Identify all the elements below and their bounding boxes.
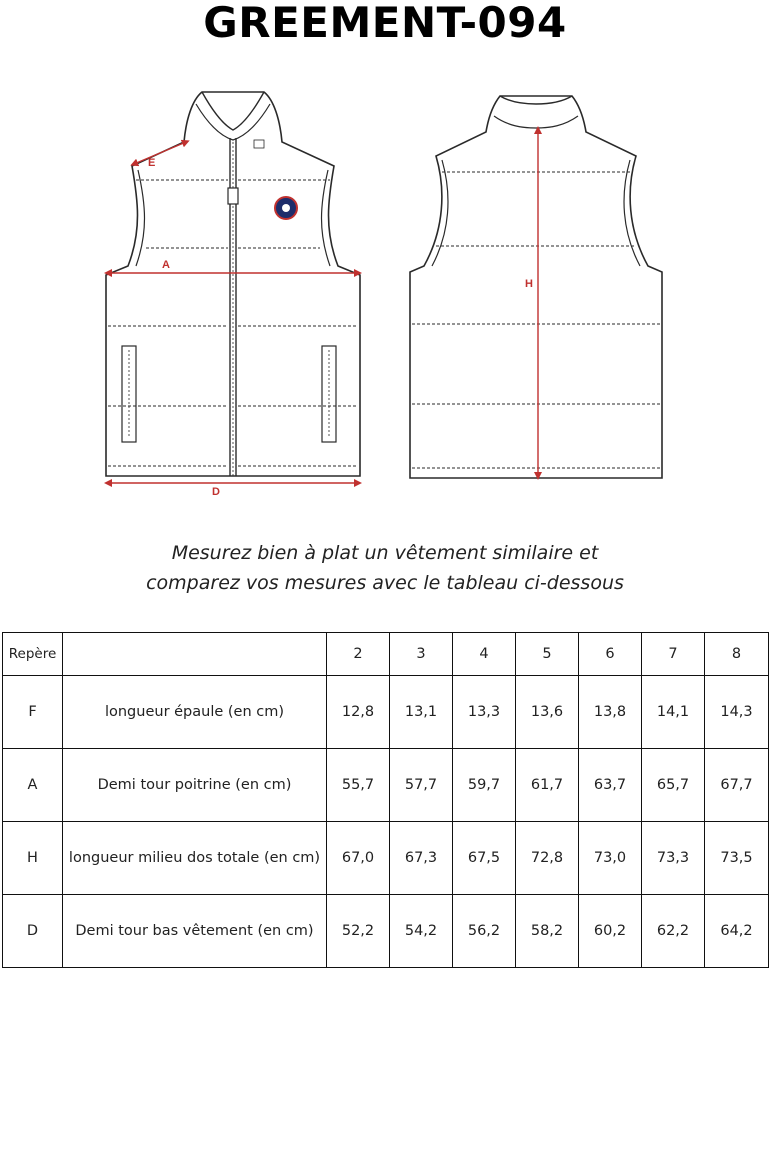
- header-size: 8: [705, 633, 769, 676]
- label-e: E: [148, 157, 156, 169]
- table-header-row: [3, 633, 769, 676]
- size-chart-table: [2, 632, 769, 968]
- vest-technical-drawing: [90, 80, 690, 500]
- row-code: H: [3, 822, 63, 895]
- row-value: 14,1: [642, 676, 705, 749]
- header-description: [63, 633, 327, 676]
- row-value: 63,7: [579, 749, 642, 822]
- row-label: Demi tour bas vêtement (en cm): [63, 895, 327, 968]
- row-label: Demi tour poitrine (en cm): [63, 749, 327, 822]
- back-body-outline: [410, 96, 662, 478]
- back-view: [410, 96, 662, 478]
- row-value: 62,2: [642, 895, 705, 968]
- header-size: 2: [327, 633, 390, 676]
- row-value: 67,7: [705, 749, 769, 822]
- row-value: 13,6: [516, 676, 579, 749]
- row-value: 54,2: [390, 895, 453, 968]
- row-value: 73,3: [642, 822, 705, 895]
- row-value: 60,2: [579, 895, 642, 968]
- row-code: D: [3, 895, 63, 968]
- header-size: 5: [516, 633, 579, 676]
- table-row: [3, 676, 769, 749]
- row-value: 56,2: [453, 895, 516, 968]
- label-d: D: [212, 486, 220, 498]
- header-repere: Repère: [3, 633, 63, 676]
- row-value: 14,3: [705, 676, 769, 749]
- table-row: [3, 895, 769, 968]
- header-size: 6: [579, 633, 642, 676]
- page-title: GREEMENT-094: [203, 0, 567, 47]
- row-value: 57,7: [390, 749, 453, 822]
- row-code: A: [3, 749, 63, 822]
- row-value: 67,3: [390, 822, 453, 895]
- row-code: F: [3, 676, 63, 749]
- front-view: [106, 92, 360, 476]
- row-value: 65,7: [642, 749, 705, 822]
- row-value: 52,2: [327, 895, 390, 968]
- row-value: 13,8: [579, 676, 642, 749]
- row-value: 67,0: [327, 822, 390, 895]
- row-value: 61,7: [516, 749, 579, 822]
- header-size: 7: [642, 633, 705, 676]
- label-a: A: [162, 259, 170, 271]
- header-size: 4: [453, 633, 516, 676]
- row-value: 13,1: [390, 676, 453, 749]
- row-value: 58,2: [516, 895, 579, 968]
- instructions-line-2: comparez vos mesures avec le tableau ci-dessous: [146, 572, 624, 594]
- table-row: [3, 822, 769, 895]
- label-h: H: [525, 278, 533, 290]
- row-value: 13,3: [453, 676, 516, 749]
- row-value: 72,8: [516, 822, 579, 895]
- row-value: 12,8: [327, 676, 390, 749]
- measurement-instructions: [0, 538, 770, 598]
- header-size: 3: [390, 633, 453, 676]
- row-value: 67,5: [453, 822, 516, 895]
- row-value: 64,2: [705, 895, 769, 968]
- instructions-line-1: Mesurez bien à plat un vêtement similaire et: [171, 542, 599, 564]
- chest-badge: [275, 197, 297, 219]
- row-value: 59,7: [453, 749, 516, 822]
- table-row: [3, 749, 769, 822]
- row-value: 55,7: [327, 749, 390, 822]
- row-label: longueur épaule (en cm): [63, 676, 327, 749]
- row-label: longueur milieu dos totale (en cm): [63, 822, 327, 895]
- row-value: 73,5: [705, 822, 769, 895]
- row-value: 73,0: [579, 822, 642, 895]
